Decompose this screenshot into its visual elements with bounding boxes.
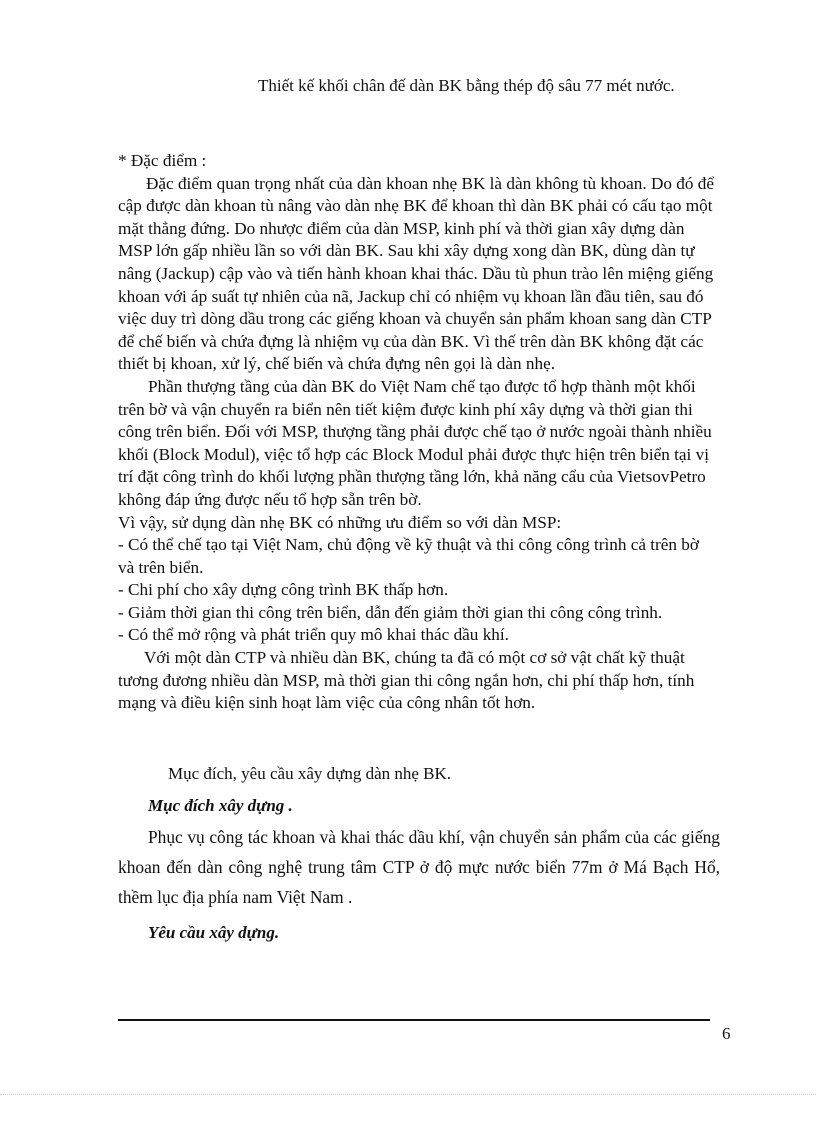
purpose-paragraph: Phục vụ công tác khoan và khai thác dầu khí, vận chuyển sản phẩm của các giếng khoan đến dàn công nghệ trung tâm CTP ở độ mực nước biển 77m ở Má Bạch Hổ, thềm lục địa phía nam Việt Nam . [118, 827, 720, 907]
advantage-item: - Giảm thời gian thi công trên biển, dẫn đến giảm thời gian thi công công trình. [118, 602, 663, 622]
purpose-subheading: Mục đích xây dựng . [148, 796, 293, 815]
advantage-item: - Chi phí cho xây dựng công trình BK thấp hơn. [118, 580, 449, 600]
page-number: 6 [722, 1024, 731, 1043]
features-paragraph-2: Phần thượng tầng của dàn BK do Việt Nam chế tạo được tổ hợp thành một khối trên bờ và vận chuyển ra biển nên tiết kiệm được kinh phí xây dựng và thời gian thi công trên biển. Đối với MSP, thượng tầng phải được chế tạo ở nước ngoài thành nhiều khối (Block Modul), việc tổ hợp các Block Modul phải được thực hiện trên biển tại vị trí đặt công trình do khối lượng phần thượng tầng lớn, khả năng cẩu của VietsovPetro không đáp ứng được nếu tổ hợp sẵn trên bờ. [118, 376, 712, 509]
features-paragraph-4: Với một dàn CTP và nhiều dàn BK, chúng ta đã có một cơ sở vật chất kỹ thuật tương đương nhiều dàn MSP, mà thời gian thi công ngắn hơn, chi phí thấp hơn, tính mạng và điều kiện sinh hoạt làm việc của công nhân tốt hơn. [118, 648, 695, 713]
features-heading: * Đặc điểm : [118, 151, 207, 170]
purpose-heading: Mục đích, yêu cầu xây dựng dàn nhẹ BK. [168, 764, 452, 783]
page-header-title: Thiết kế khối chân đế dàn BK bằng thép độ sâu 77 mét nước. [258, 76, 675, 95]
footer-divider [118, 1019, 710, 1021]
requirements-subheading: Yêu cầu xây dựng. [148, 923, 280, 942]
purpose-section [118, 822, 720, 912]
page-bottom-dotted-edge [0, 1094, 816, 1095]
features-paragraph-1: Đặc điểm quan trọng nhất của dàn khoan nhẹ BK là dàn không tù khoan. Do đó để cập được dàn khoan tù nâng vào dàn nhẹ BK để khoan thì dàn BK phải có cấu tạo một mặt thẳng đứng. Do nhược điểm của dàn MSP, kinh phí và thời gian xây dựng dàn MSP lớn gấp nhiều lần so với dàn BK. Sau khi xây dựng xong dàn BK, dùng dàn tự nâng (Jackup) cập vào và tiến hành khoan khai thác. Dầu tù phun trào lên miệng giếng khoan với áp suất tự nhiên của nã, Jackup chỉ có nhiệm vụ khoan lần đầu tiên, sau đó việc duy trì dòng dầu trong các giếng khoan và chuyển sản phẩm khoan sang dàn CTP để chế biến và chứa đựng là nhiệm vụ của dàn BK. Vì thế trên dàn BK không đặt các thiết bị khoan, xử lý, chế biến và chứa đựng nên gọi là dàn nhẹ. [118, 173, 715, 374]
advantage-item: - Có thể mở rộng và phát triển quy mô khai thác dầu khí. [118, 625, 509, 645]
features-section [118, 150, 718, 715]
features-paragraph-3: Vì vậy, sử dụng dàn nhẹ BK có những ưu điểm so với dàn MSP: [118, 512, 562, 532]
advantage-item: - Có thể chế tạo tại Việt Nam, chủ động về kỹ thuật và thi công công trình cả trên bờ và trên biển. [118, 535, 699, 577]
